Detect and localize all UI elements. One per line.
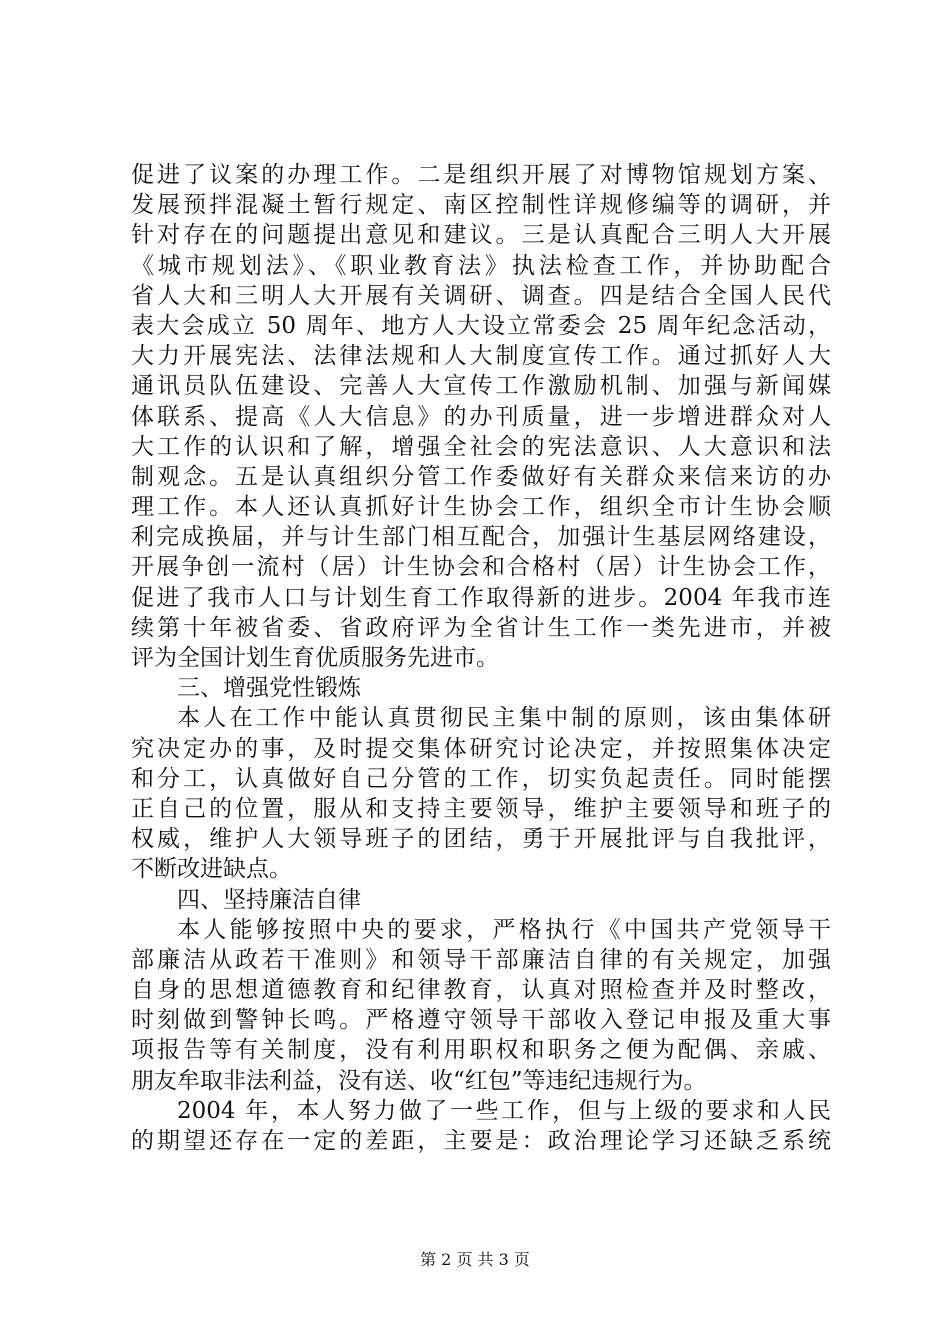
text-line: 理工作。本人还认真抓好计生协会工作，组织全市计生协会顺 — [131, 494, 831, 521]
text-line: 项报告等有关制度，没有利用职权和职务之便为配偶、亲戚、 — [131, 1037, 831, 1064]
document-body — [131, 160, 831, 1156]
section-heading-3: 三、增强党性锻炼 — [177, 675, 361, 702]
text-line: 朋友牟取非法利益，没有送、收“红包”等违纪违规行为。 — [131, 1067, 707, 1094]
text-line: 促进了议案的办理工作。二是组织开展了对博物馆规划方案、 — [131, 162, 831, 188]
page-number: 第 2 页 共 3 页 — [420, 1250, 530, 1269]
text-line: 省人大和三明人大开展有关调研、调查。四是结合全国人民代 — [131, 282, 831, 309]
text-line: 体联系、提高《人大信息》的办刊质量，进一步增进群众对人 — [131, 403, 831, 430]
text-line: 部廉洁从政若干准则》和领导干部廉洁自律的有关规定，加强 — [131, 946, 831, 973]
text-line: 本人能够按照中央的要求，严格执行《中国共产党领导干 — [177, 916, 831, 943]
text-line: 评为全国计划生育优质服务先进市。 — [131, 645, 499, 671]
text-line: 利完成换届，并与计生部门相互配合，加强计生基层网络建设， — [131, 524, 831, 551]
text-line: 制观念。五是认真组织分管工作委做好有关群众来信来访的办 — [131, 463, 831, 490]
text-line: 正自己的位置，服从和支持主要领导，维护主要领导和班子的 — [131, 795, 831, 822]
text-line: 和分工，认真做好自己分管的工作，切实负起责任。同时能摆 — [131, 765, 831, 792]
text-line: 续第十年被省委、省政府评为全省计生工作一类先进市，并被 — [131, 614, 831, 641]
text-line: 时刻做到警钟长鸣。严格遵守领导干部收入登记申报及重大事 — [131, 1007, 831, 1034]
text-line: 针对存在的问题提出意见和建议。三是认真配合三明人大开展 — [131, 222, 831, 249]
text-line: 表大会成立 50 周年、地方人大设立常委会 25 周年纪念活动， — [131, 312, 831, 339]
text-line: 不断改进缺点。 — [131, 856, 292, 883]
text-line: 究决定办的事，及时提交集体研究讨论决定，并按照集体决定 — [131, 735, 831, 762]
text-line: 大工作的认识和了解，增强全社会的宪法意识、人大意识和法 — [131, 433, 831, 460]
text-line: 大力开展宪法、法律法规和人大制度宣传工作。通过抓好人大 — [131, 343, 831, 370]
text-line: 促进了我市人口与计划生育工作取得新的进步。2004 年我市连 — [131, 584, 831, 611]
text-line: 的期望还存在一定的差距，主要是：政治理论学习还缺乏系统 — [131, 1128, 831, 1154]
text-line: 自身的思想道德教育和纪律教育，认真对照检查并及时整改， — [131, 977, 831, 1004]
text-line: 2004 年，本人努力做了一些工作，但与上级的要求和人民 — [177, 1097, 831, 1124]
text-line: 权威，维护人大领导班子的团结，勇于开展批评与自我批评， — [131, 826, 831, 853]
text-line: 本人在工作中能认真贯彻民主集中制的原则，该由集体研 — [177, 705, 831, 732]
page-footer — [0, 1250, 950, 1270]
text-line: 《城市规划法》、《职业教育法》执法检查工作，并协助配合 — [131, 252, 831, 279]
text-line: 通讯员队伍建设、完善人大宣传工作激励机制、加强与新闻媒 — [131, 373, 831, 400]
text-line: 发展预拌混凝土暂行规定、南区控制性详规修编等的调研，并 — [131, 192, 831, 219]
text-line: 开展争创一流村（居）计生协会和合格村（居）计生协会工作， — [131, 554, 831, 581]
section-heading-4: 四、坚持廉洁自律 — [177, 886, 361, 913]
